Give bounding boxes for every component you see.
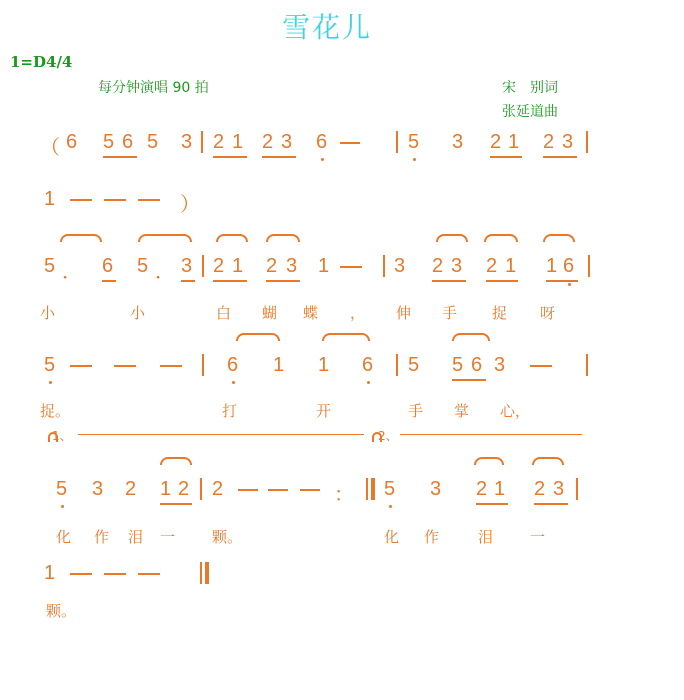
composer-credit: 张延道曲 (502, 104, 558, 120)
final-barline-thick (205, 562, 209, 584)
note: 3 (494, 354, 506, 376)
lyric-syllable: 白 (216, 304, 232, 322)
low-octave-dot (568, 283, 571, 286)
underline (543, 156, 577, 158)
dash (70, 573, 92, 575)
low-octave-dot (61, 505, 64, 508)
note: 3 (430, 478, 442, 500)
lyric-syllable: 泪 (128, 528, 144, 546)
low-octave-dot (49, 381, 52, 384)
low-octave-dot (389, 505, 392, 508)
underline (546, 280, 578, 282)
note: 5 (103, 131, 115, 153)
slur (543, 234, 575, 242)
barline (586, 131, 588, 153)
note: 3 (394, 255, 406, 277)
low-octave-dot (321, 158, 324, 161)
note: 5 (56, 478, 68, 500)
note: 5 (408, 354, 420, 376)
note: 1 (44, 188, 56, 210)
note: 1 (505, 255, 517, 277)
lyric-syllable: 小 (40, 304, 56, 322)
slur (160, 457, 192, 465)
dash (70, 365, 92, 367)
dot-separator: ． (62, 261, 82, 283)
underline (160, 503, 192, 505)
lyric-syllable: 开 (316, 402, 332, 420)
lyric-syllable: 捉。 (40, 402, 71, 420)
note: 3 (452, 131, 464, 153)
note: 5 (147, 131, 159, 153)
dash (268, 489, 288, 491)
underline (452, 379, 486, 381)
low-octave-dot (413, 158, 416, 161)
lyric-syllable: 一 (160, 528, 176, 546)
barline (366, 478, 368, 500)
note: 1 (546, 255, 558, 277)
underline (486, 280, 518, 282)
low-octave-dot (367, 381, 370, 384)
note: 2 (476, 478, 488, 500)
volta-hook (372, 432, 382, 442)
underline (213, 156, 247, 158)
note: 2 (486, 255, 498, 277)
dash (138, 573, 160, 575)
note: 2 (490, 131, 502, 153)
note: 1 (232, 255, 244, 277)
note: 3 (181, 131, 193, 153)
note: 2 (213, 131, 225, 153)
lyric-syllable: 小 (130, 304, 146, 322)
note: 3 (451, 255, 463, 277)
barline (396, 131, 398, 153)
dash (238, 489, 258, 491)
lyric-syllable: 捉 (492, 304, 508, 322)
note: 2 (178, 478, 190, 500)
lyric-syllable: 手 (442, 304, 458, 322)
dash (340, 142, 360, 144)
slur (138, 234, 192, 242)
lyric-syllable: ， (350, 304, 366, 322)
underline (534, 503, 568, 505)
barline (576, 478, 578, 500)
note: 6 (316, 131, 328, 153)
note: 6 (471, 354, 483, 376)
slur (484, 234, 518, 242)
note: 2 (262, 131, 274, 153)
note: 2 (125, 478, 137, 500)
note: 3 (92, 478, 104, 500)
note: 6 (362, 354, 374, 376)
note: 1 (508, 131, 520, 153)
note: 2 (266, 255, 278, 277)
barline (200, 478, 202, 500)
slur (60, 234, 102, 242)
note: 1 (318, 354, 330, 376)
final-barline-thin (200, 562, 202, 584)
lyric-syllable: 蝴 (262, 304, 278, 322)
barline (202, 255, 204, 277)
slur (216, 234, 248, 242)
dash (70, 199, 92, 201)
note: 1 (160, 478, 172, 500)
slur (322, 333, 370, 341)
note: 1 (494, 478, 506, 500)
barline (586, 354, 588, 376)
volta-2-line (400, 434, 582, 435)
volta-1-label: 1、 (52, 429, 72, 443)
underline (102, 280, 116, 282)
note: 1 (232, 131, 244, 153)
note: 5 (408, 131, 420, 153)
barline (396, 354, 398, 376)
dash (114, 365, 136, 367)
lyric-syllable: 呀 (540, 304, 556, 322)
low-octave-dot (232, 381, 235, 384)
note: 5 (44, 255, 56, 277)
note: 3 (286, 255, 298, 277)
dash (340, 266, 362, 268)
key-signature: 1=D4/4 (10, 53, 73, 71)
note: 5 (452, 354, 464, 376)
underline (213, 280, 247, 282)
note: 3 (281, 131, 293, 153)
note: 5 (44, 354, 56, 376)
underline (432, 280, 466, 282)
underline (476, 503, 508, 505)
note: 3 (553, 478, 565, 500)
note: 5 (384, 478, 396, 500)
note: 6 (122, 131, 134, 153)
lyric-syllable: 掌 (454, 402, 470, 420)
volta-1-line (78, 434, 364, 435)
barline (202, 354, 204, 376)
note: 6 (102, 255, 114, 277)
repeat-thick-barline (371, 478, 375, 500)
note: 3 (562, 131, 574, 153)
note: 1 (318, 255, 330, 277)
note: 3 (181, 255, 193, 277)
slur (532, 457, 564, 465)
lyric-syllable: 打 (222, 402, 238, 420)
note: 6 (227, 354, 239, 376)
lyric-syllable: 泪 (478, 528, 494, 546)
lyric-syllable: 蝶 (303, 304, 319, 322)
volta-2-label: 2、 (378, 429, 398, 443)
dash (160, 365, 182, 367)
underline (103, 156, 137, 158)
dash (530, 365, 552, 367)
lyric-syllable: 一 (530, 528, 546, 546)
underline (490, 156, 522, 158)
intro-close-paren: ） (180, 194, 200, 216)
note: 1 (44, 562, 56, 584)
barline (201, 131, 203, 153)
underline (266, 280, 300, 282)
dash (300, 489, 320, 491)
slur (452, 333, 490, 341)
note: 2 (213, 255, 225, 277)
lyric-syllable: 伸 (396, 304, 412, 322)
note: 2 (432, 255, 444, 277)
lyric-syllable: 颗。 (46, 602, 77, 620)
lyric-syllable: 手 (408, 402, 424, 420)
underline (262, 156, 296, 158)
slur (436, 234, 468, 242)
lyric-syllable: 作 (94, 528, 110, 546)
note: 6 (563, 255, 575, 277)
repeat-colon: ： (334, 484, 354, 506)
dash (138, 199, 160, 201)
note: 5 (137, 255, 149, 277)
lyricist-credit: 宋 别词 (502, 80, 558, 96)
lyric-syllable: 作 (424, 528, 440, 546)
barline (588, 255, 590, 277)
volta-hook (48, 432, 58, 442)
underline (181, 280, 195, 282)
dot-separator: ． (155, 261, 175, 283)
slur (236, 333, 280, 341)
barline (383, 255, 385, 277)
tempo-marking: 每分钟演唱 90 拍 (98, 80, 209, 96)
song-title: 雪花儿 (282, 11, 373, 44)
lyric-syllable: 化 (384, 528, 400, 546)
note: 2 (534, 478, 546, 500)
slur (266, 234, 300, 242)
note: 1 (273, 354, 285, 376)
note: 2 (543, 131, 555, 153)
note: 6 (66, 131, 78, 153)
lyric-syllable: 颗。 (212, 528, 243, 546)
slur (474, 457, 504, 465)
lyric-syllable: 心， (500, 402, 531, 420)
note: 2 (212, 478, 224, 500)
lyric-syllable: 化 (56, 528, 72, 546)
intro-open-paren: （ (40, 137, 60, 159)
dash (104, 199, 126, 201)
dash (104, 573, 126, 575)
